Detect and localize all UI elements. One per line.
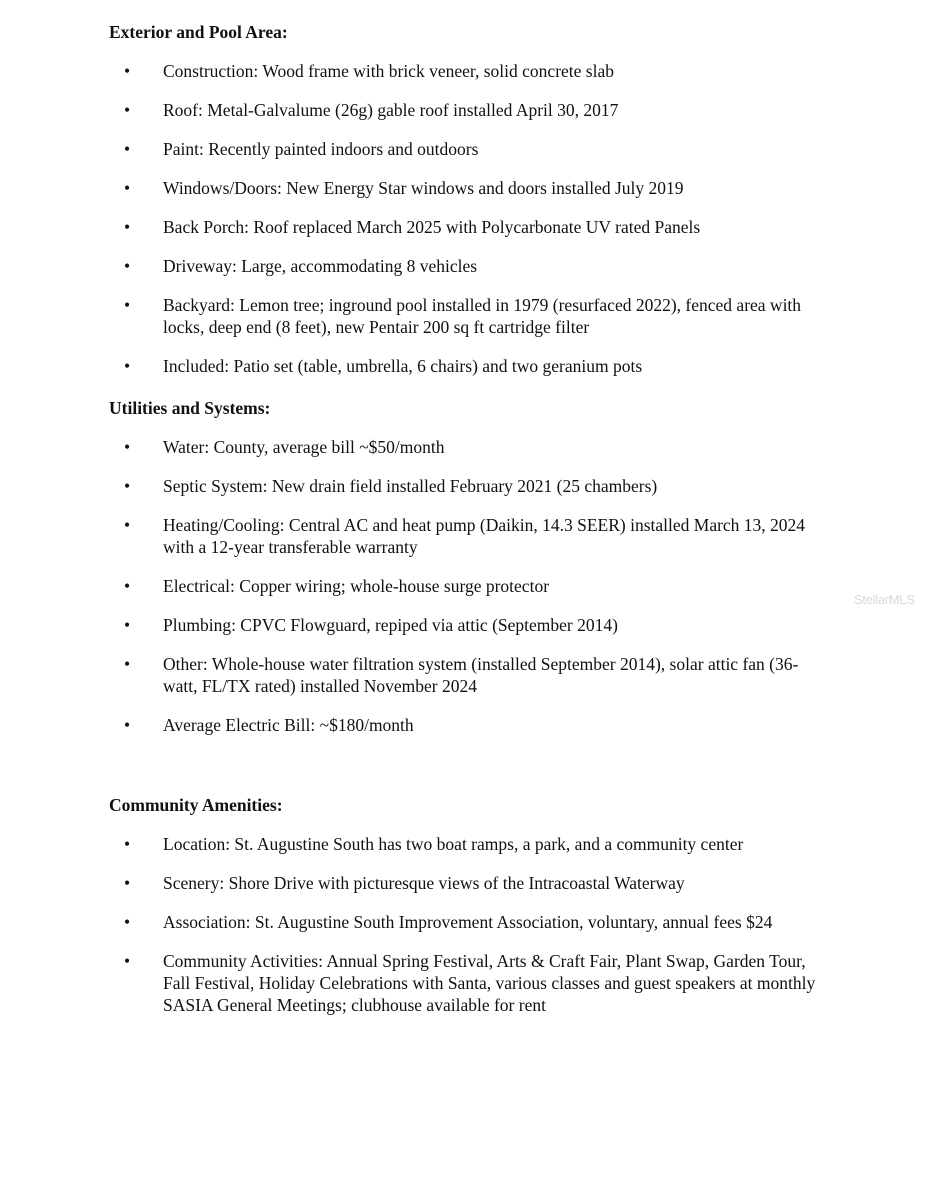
watermark-logo: StellarMLS: [854, 592, 915, 607]
bullet-icon: •: [124, 139, 131, 159]
list-item: [109, 911, 829, 933]
bullet-list: [109, 436, 829, 736]
bullet-icon: •: [124, 178, 131, 198]
bullet-icon: •: [124, 256, 131, 276]
list-item-text: Heating/Cooling: Central AC and heat pump (Daikin, 14.3 SEER) installed March 13, 2024 with a 12-year transferable warranty: [163, 515, 806, 557]
list-item-text: Backyard: Lemon tree; inground pool installed in 1979 (resurfaced 2022), fenced area with locks, deep end (8 feet), new Pentair 200 sq ft cartridge filter: [163, 295, 802, 337]
list-item: [109, 216, 829, 238]
list-item: [109, 99, 829, 121]
bullet-icon: •: [124, 951, 131, 971]
list-item: [109, 950, 829, 1016]
list-item-text: Construction: Wood frame with brick veneer, solid concrete slab: [163, 61, 614, 81]
list-item-text: Scenery: Shore Drive with picturesque views of the Intracoastal Waterway: [163, 873, 685, 893]
list-item-text: Roof: Metal-Galvalume (26g) gable roof installed April 30, 2017: [163, 100, 619, 120]
list-item: [109, 177, 829, 199]
list-item-text: Average Electric Bill: ~$180/month: [163, 715, 414, 735]
bullet-icon: •: [124, 437, 131, 457]
list-item: [109, 475, 829, 497]
bullet-list: [109, 833, 829, 1016]
list-item-text: Windows/Doors: New Energy Star windows and doors installed July 2019: [163, 178, 684, 198]
bullet-icon: •: [124, 476, 131, 496]
list-item-text: Plumbing: CPVC Flowguard, repiped via attic (September 2014): [163, 615, 618, 635]
list-item-text: Water: County, average bill ~$50/month: [163, 437, 445, 457]
bullet-icon: •: [124, 912, 131, 932]
section-utilities-systems: [109, 397, 829, 736]
list-item: [109, 714, 829, 736]
bullet-icon: •: [124, 615, 131, 635]
list-item-text: Paint: Recently painted indoors and outdoors: [163, 139, 479, 159]
list-item-text: Association: St. Augustine South Improvement Association, voluntary, annual fees $24: [163, 912, 773, 932]
list-item: [109, 833, 829, 855]
list-item-text: Community Activities: Annual Spring Festival, Arts & Craft Fair, Plant Swap, Garden Tour, Fall Festival, Holiday Celebrations with Santa, various classes and guest speakers at monthly SASIA General Meetings; clubhouse available for rent: [163, 951, 816, 1015]
section-heading: Exterior and Pool Area:: [109, 22, 288, 42]
bullet-icon: •: [124, 834, 131, 854]
list-item: [109, 653, 829, 697]
list-item-text: Back Porch: Roof replaced March 2025 with Polycarbonate UV rated Panels: [163, 217, 701, 237]
list-item: [109, 872, 829, 894]
bullet-icon: •: [124, 217, 131, 237]
list-item: [109, 60, 829, 82]
list-item: [109, 294, 829, 338]
bullet-icon: •: [124, 100, 131, 120]
bullet-icon: •: [124, 515, 131, 535]
section-community-amenities: [109, 794, 829, 1016]
section-heading: Community Amenities:: [109, 795, 283, 815]
section-heading: Utilities and Systems:: [109, 398, 271, 418]
bullet-icon: •: [124, 715, 131, 735]
list-item-text: Electrical: Copper wiring; whole-house surge protector: [163, 576, 550, 596]
list-item: [109, 575, 829, 597]
bullet-icon: •: [124, 576, 131, 596]
list-item-text: Other: Whole-house water filtration system (installed September 2014), solar attic fan (36-watt, FL/TX rated) installed November 2024: [163, 654, 799, 696]
list-item: [109, 355, 829, 377]
list-item-text: Location: St. Augustine South has two boat ramps, a park, and a community center: [163, 834, 744, 854]
list-item: [109, 614, 829, 636]
bullet-icon: •: [124, 295, 131, 315]
list-item: [109, 436, 829, 458]
list-item: [109, 514, 829, 558]
bullet-icon: •: [124, 654, 131, 674]
list-item-text: Included: Patio set (table, umbrella, 6 chairs) and two geranium pots: [163, 356, 643, 376]
section-exterior-pool: [109, 21, 829, 377]
list-item: [109, 255, 829, 277]
bullet-icon: •: [124, 356, 131, 376]
list-item-text: Driveway: Large, accommodating 8 vehicles: [163, 256, 478, 276]
list-item: [109, 138, 829, 160]
bullet-icon: •: [124, 873, 131, 893]
bullet-icon: •: [124, 61, 131, 81]
bullet-list: [109, 60, 829, 377]
list-item-text: Septic System: New drain field installed February 2021 (25 chambers): [163, 476, 658, 496]
